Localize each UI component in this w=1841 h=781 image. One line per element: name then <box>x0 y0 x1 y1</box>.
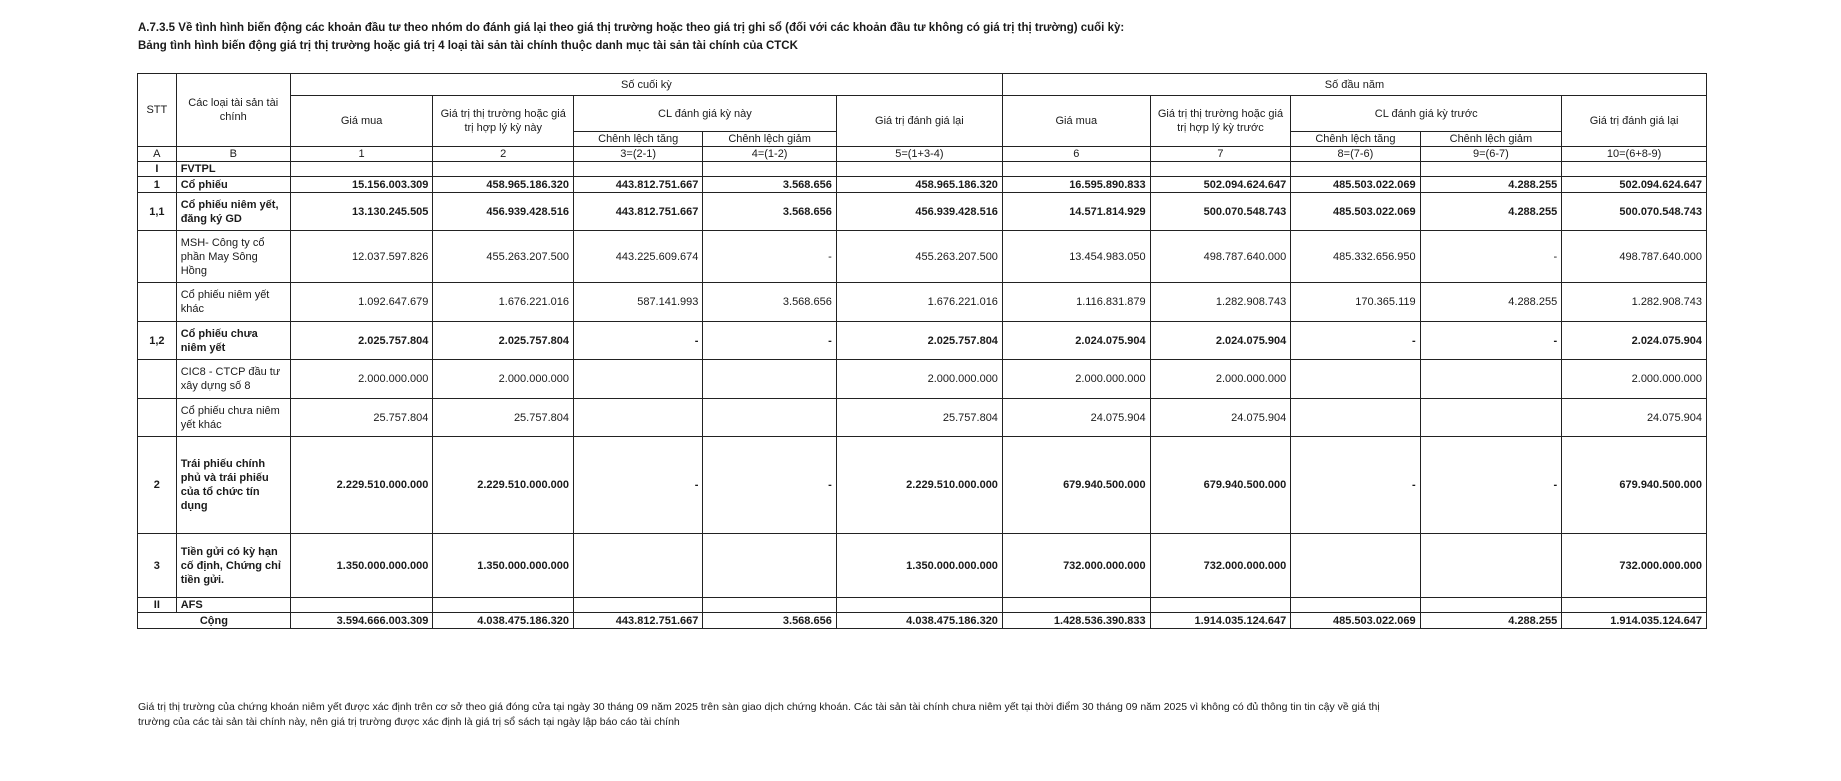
header-increase-2: Chênh lệch tăng <box>1291 132 1420 147</box>
row-value: 732.000.000.000 <box>1002 534 1150 598</box>
code-row <box>138 147 1707 162</box>
row-stt: II <box>138 598 177 613</box>
row-value: 3.568.656 <box>703 283 836 322</box>
table-row <box>138 534 1707 598</box>
row-stt <box>138 360 177 399</box>
row-value <box>703 534 836 598</box>
row-value <box>1291 360 1420 399</box>
row-value: 25.757.804 <box>433 399 574 437</box>
footnote <box>138 700 1738 730</box>
row-value <box>1291 162 1420 177</box>
total-cell: 485.503.022.069 <box>1291 613 1420 629</box>
total-cell: 4.288.255 <box>1420 613 1562 629</box>
row-value <box>1562 598 1707 613</box>
revaluation-table <box>137 73 1707 629</box>
row-value: 25.757.804 <box>290 399 433 437</box>
header-purchase-price: Giá mua <box>290 96 433 147</box>
row-value: 14.571.814.929 <box>1002 193 1150 231</box>
row-value: 15.156.003.309 <box>290 177 433 193</box>
row-value: 455.263.207.500 <box>433 231 574 283</box>
row-stt: 1 <box>138 177 177 193</box>
total-cell: 1.914.035.124.647 <box>1150 613 1291 629</box>
row-value <box>1291 598 1420 613</box>
row-value <box>290 162 433 177</box>
row-value <box>1420 534 1562 598</box>
row-asset-name: CIC8 - CTCP đầu tư xây dựng số 8 <box>176 360 290 399</box>
row-value <box>703 598 836 613</box>
row-stt: 1,1 <box>138 193 177 231</box>
row-value: 4.288.255 <box>1420 193 1562 231</box>
table-row <box>138 283 1707 322</box>
row-value: - <box>1420 231 1562 283</box>
row-value: 2.000.000.000 <box>1562 360 1707 399</box>
row-value <box>1002 598 1150 613</box>
row-value <box>836 162 1002 177</box>
row-value: 1.282.908.743 <box>1150 283 1291 322</box>
row-value: 1.676.221.016 <box>433 283 574 322</box>
row-value: 498.787.640.000 <box>1150 231 1291 283</box>
row-value <box>1420 598 1562 613</box>
row-value <box>1420 360 1562 399</box>
row-value: 13.454.983.050 <box>1002 231 1150 283</box>
row-value <box>1420 399 1562 437</box>
row-asset-name: Cổ phiếu <box>176 177 290 193</box>
row-stt <box>138 399 177 437</box>
header-decrease-2: Chênh lệch giảm <box>1420 132 1562 147</box>
row-asset-name: Trái phiếu chính phủ và trái phiếu của tổ chức tín dụng <box>176 437 290 534</box>
row-value: 2.025.757.804 <box>433 322 574 360</box>
code-cell: 2 <box>433 147 574 162</box>
row-value: 2.000.000.000 <box>290 360 433 399</box>
code-cell: 4=(1-2) <box>703 147 836 162</box>
code-cell: 1 <box>290 147 433 162</box>
row-value <box>433 598 574 613</box>
header-purchase-price-2: Giá mua <box>1002 96 1150 147</box>
row-value: 2.229.510.000.000 <box>290 437 433 534</box>
row-value: 732.000.000.000 <box>1150 534 1291 598</box>
row-asset-name: Cổ phiếu chưa niêm yết khác <box>176 399 290 437</box>
row-value: 1.350.000.000.000 <box>290 534 433 598</box>
header-market-value-current: Giá trị thị trường hoặc giá trị hợp lý kỳ này <box>433 96 574 147</box>
header-end-period: Số cuối kỳ <box>290 74 1002 96</box>
code-cell: 7 <box>1150 147 1291 162</box>
row-stt: 3 <box>138 534 177 598</box>
row-value: 2.229.510.000.000 <box>433 437 574 534</box>
row-value <box>574 360 703 399</box>
section-heading: A.7.3.5 Về tình hình biến động các khoản đầu tư theo nhóm do đánh giá lại theo giá thị trường hoặc theo giá trị ghi sổ (đối với các khoản đầu tư không có giá trị thị trường) cuối kỳ: <box>138 22 1125 34</box>
row-value: - <box>703 437 836 534</box>
row-value: 12.037.597.826 <box>290 231 433 283</box>
table-row <box>138 177 1707 193</box>
row-value: 2.000.000.000 <box>836 360 1002 399</box>
row-value: 443.225.609.674 <box>574 231 703 283</box>
row-value <box>574 534 703 598</box>
total-cell: 3.594.666.003.309 <box>290 613 433 629</box>
table-title: Bảng tình hình biến động giá trị thị trường hoặc giá trị 4 loại tài sản tài chính thuộc danh mục tài sản tài chính của CTCK <box>138 40 798 52</box>
row-asset-name: FVTPL <box>176 162 290 177</box>
row-value: 2.024.075.904 <box>1150 322 1291 360</box>
row-value: 1.350.000.000.000 <box>836 534 1002 598</box>
header-revalued: Giá trị đánh giá lại <box>836 96 1002 147</box>
row-value: 2.000.000.000 <box>433 360 574 399</box>
row-value <box>433 162 574 177</box>
code-cell: 6 <box>1002 147 1150 162</box>
row-value <box>290 598 433 613</box>
total-label: Cộng <box>138 613 291 629</box>
row-value <box>574 598 703 613</box>
row-value: 679.940.500.000 <box>1002 437 1150 534</box>
row-stt <box>138 231 177 283</box>
row-value: 502.094.624.647 <box>1150 177 1291 193</box>
row-value: - <box>703 231 836 283</box>
row-value: 679.940.500.000 <box>1150 437 1291 534</box>
table-row <box>138 360 1707 399</box>
row-value: 4.288.255 <box>1420 283 1562 322</box>
row-asset-name: Cổ phiếu chưa niêm yết <box>176 322 290 360</box>
row-asset-name: Cổ phiếu niêm yết khác <box>176 283 290 322</box>
row-value: 2.000.000.000 <box>1002 360 1150 399</box>
row-asset-name: MSH- Công ty cổ phần May Sông Hồng <box>176 231 290 283</box>
row-value: 3.568.656 <box>703 193 836 231</box>
code-cell: 9=(6-7) <box>1420 147 1562 162</box>
row-value: 1.350.000.000.000 <box>433 534 574 598</box>
code-cell: 3=(2-1) <box>574 147 703 162</box>
row-value: 1.282.908.743 <box>1562 283 1707 322</box>
row-value: 485.332.656.950 <box>1291 231 1420 283</box>
row-value: 2.229.510.000.000 <box>836 437 1002 534</box>
table-row <box>138 193 1707 231</box>
table-row <box>138 598 1707 613</box>
header-decrease: Chênh lệch giảm <box>703 132 836 147</box>
footnote-line: Giá trị thị trường của chứng khoán niêm yết được xác định trên cơ sở theo giá đóng cửa tại ngày 30 tháng 09 năm 2025 trên sàn giao dịch chứng khoán. Các tài sản tài chính chưa niêm yết tại thời điểm 30 tháng 09 năm 2025 vì không có đủ thông tin tin cậy về giá thị <box>138 701 1380 713</box>
row-value <box>574 399 703 437</box>
row-value: 2.000.000.000 <box>1150 360 1291 399</box>
row-value: 24.075.904 <box>1150 399 1291 437</box>
row-value <box>703 399 836 437</box>
code-cell: B <box>176 147 290 162</box>
total-cell: 1.914.035.124.647 <box>1562 613 1707 629</box>
header-stt: STT <box>138 74 177 147</box>
code-cell: 5=(1+3-4) <box>836 147 1002 162</box>
row-value <box>703 360 836 399</box>
row-value: 500.070.548.743 <box>1150 193 1291 231</box>
row-value: 456.939.428.516 <box>836 193 1002 231</box>
row-value: - <box>703 322 836 360</box>
row-value: 1.092.647.679 <box>290 283 433 322</box>
row-value: 458.965.186.320 <box>433 177 574 193</box>
row-stt <box>138 283 177 322</box>
header-start-year: Số đầu năm <box>1002 74 1706 96</box>
table-row <box>138 399 1707 437</box>
row-value <box>703 162 836 177</box>
row-value: 485.503.022.069 <box>1291 177 1420 193</box>
header-market-value-prev: Giá trị thị trường hoặc giá trị hợp lý kỳ trước <box>1150 96 1291 147</box>
code-cell: 10=(6+8-9) <box>1562 147 1707 162</box>
table-row <box>138 322 1707 360</box>
row-value: 443.812.751.667 <box>574 177 703 193</box>
row-value: 2.024.075.904 <box>1002 322 1150 360</box>
row-value: 16.595.890.833 <box>1002 177 1150 193</box>
row-value: - <box>1420 437 1562 534</box>
row-value: 732.000.000.000 <box>1562 534 1707 598</box>
row-value: - <box>1420 322 1562 360</box>
row-value: 456.939.428.516 <box>433 193 574 231</box>
row-value <box>1562 162 1707 177</box>
table-row <box>138 437 1707 534</box>
header-row-2 <box>138 96 1707 132</box>
row-value <box>1150 162 1291 177</box>
row-value <box>836 598 1002 613</box>
row-value <box>1002 162 1150 177</box>
row-value <box>1291 399 1420 437</box>
row-asset-name: Tiền gửi có kỳ hạn cố định, Chứng chỉ tiền gửi. <box>176 534 290 598</box>
row-value: - <box>1291 322 1420 360</box>
header-revalued-2: Giá trị đánh giá lại <box>1562 96 1707 147</box>
row-value: 458.965.186.320 <box>836 177 1002 193</box>
row-asset-name: AFS <box>176 598 290 613</box>
row-value: 587.141.993 <box>574 283 703 322</box>
row-value: 4.288.255 <box>1420 177 1562 193</box>
row-value: 24.075.904 <box>1562 399 1707 437</box>
row-value: 485.503.022.069 <box>1291 193 1420 231</box>
footnote-line: trường của các tài sản tài chính này, nên giá trị trường được xác định là giá trị sổ sách tại ngày lập báo cáo tài chính <box>138 716 680 728</box>
row-value: 1.116.831.879 <box>1002 283 1150 322</box>
total-cell: 4.038.475.186.320 <box>433 613 574 629</box>
total-row <box>138 613 1707 629</box>
row-stt: 1,2 <box>138 322 177 360</box>
table-row <box>138 162 1707 177</box>
row-value: 2.025.757.804 <box>836 322 1002 360</box>
code-cell: A <box>138 147 177 162</box>
row-value: 2.025.757.804 <box>290 322 433 360</box>
row-value: 455.263.207.500 <box>836 231 1002 283</box>
row-value: 679.940.500.000 <box>1562 437 1707 534</box>
code-cell: 8=(7-6) <box>1291 147 1420 162</box>
row-value: 443.812.751.667 <box>574 193 703 231</box>
row-value: 2.024.075.904 <box>1562 322 1707 360</box>
row-value: 498.787.640.000 <box>1562 231 1707 283</box>
row-value <box>1150 598 1291 613</box>
total-cell: 4.038.475.186.320 <box>836 613 1002 629</box>
row-value: 502.094.624.647 <box>1562 177 1707 193</box>
header-asset-type: Các loại tài sản tài chính <box>176 74 290 147</box>
row-stt: 2 <box>138 437 177 534</box>
row-value: 3.568.656 <box>703 177 836 193</box>
total-cell: 443.812.751.667 <box>574 613 703 629</box>
row-stt: I <box>138 162 177 177</box>
row-asset-name: Cổ phiếu niêm yết, đăng ký GD <box>176 193 290 231</box>
row-value: 500.070.548.743 <box>1562 193 1707 231</box>
row-value: - <box>574 322 703 360</box>
row-value: 1.676.221.016 <box>836 283 1002 322</box>
row-value: - <box>574 437 703 534</box>
row-value: 25.757.804 <box>836 399 1002 437</box>
total-cell: 3.568.656 <box>703 613 836 629</box>
row-value <box>1291 534 1420 598</box>
row-value: 13.130.245.505 <box>290 193 433 231</box>
row-value: - <box>1291 437 1420 534</box>
header-row-1 <box>138 74 1707 96</box>
header-increase: Chênh lệch tăng <box>574 132 703 147</box>
header-diff-current: CL đánh giá kỳ này <box>574 96 837 132</box>
total-cell: 1.428.536.390.833 <box>1002 613 1150 629</box>
row-value <box>574 162 703 177</box>
row-value: 24.075.904 <box>1002 399 1150 437</box>
header-diff-prev: CL đánh giá kỳ trước <box>1291 96 1562 132</box>
row-value <box>1420 162 1562 177</box>
table-row <box>138 231 1707 283</box>
row-value: 170.365.119 <box>1291 283 1420 322</box>
